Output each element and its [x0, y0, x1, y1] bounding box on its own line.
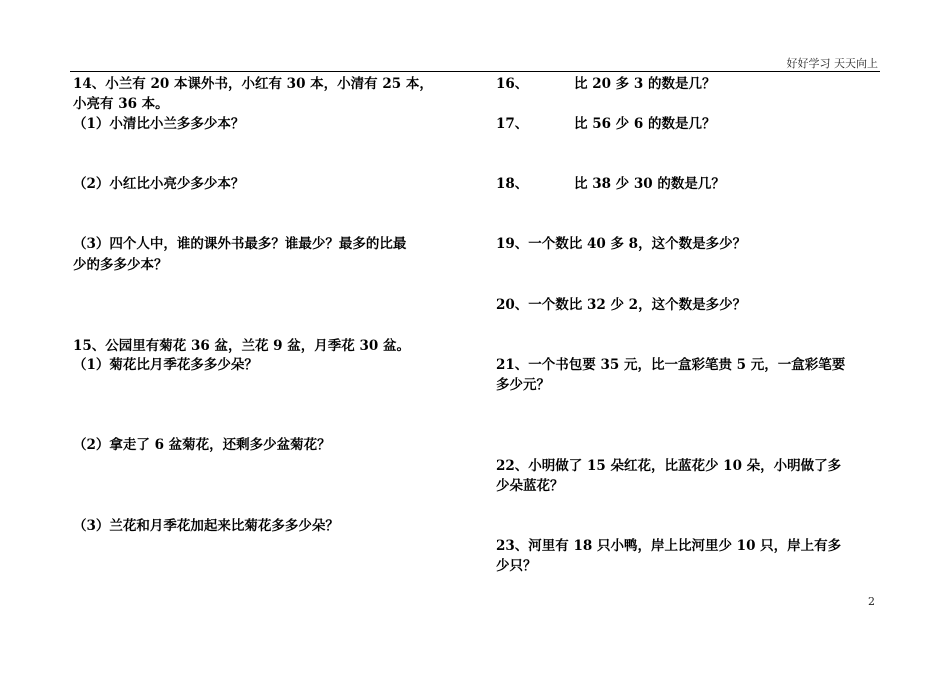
q14-line1: 14、小兰有 20 本课外书，小红有 30 本，小清有 25 本，: [73, 76, 433, 92]
q22-line1: 22、小明做了 15 朵红花，比蓝花少 10 朵，小明做了多: [496, 458, 842, 474]
q19: 19、一个数比 40 多 8，这个数是多少？: [496, 236, 747, 252]
q17-number: 17、: [496, 116, 529, 132]
q14-sub3-line1: （3）四个人中，谁的课外书最多？谁最少？最多的比最: [73, 236, 407, 252]
q23-line2: 少只？: [496, 558, 537, 574]
q14-sub1: （1）小清比小兰多多少本？: [73, 116, 245, 132]
q15-sub1: （1）菊花比月季花多多少朵？: [73, 357, 258, 373]
q16-text: 比 20 多 3 的数是几？: [574, 76, 716, 92]
q18-number: 18、: [496, 176, 529, 192]
q22-line2: 少朵蓝花？: [496, 478, 564, 494]
q15-sub2: （2）拿走了 6 盆菊花，还剩多少盆菊花？: [73, 437, 331, 453]
q23-line1: 23、河里有 18 只小鸭，岸上比河里少 10 只，岸上有多: [496, 538, 842, 554]
q15-sub3: （3）兰花和月季花加起来比菊花多多少朵？: [73, 518, 339, 534]
header-motto: 好好学习 天天向上: [786, 57, 878, 70]
header-divider: [70, 71, 880, 72]
q15-line1: 15、公园里有菊花 36 盆，兰花 9 盆，月季花 30 盆。: [73, 338, 410, 354]
q16-number: 16、: [496, 76, 529, 92]
q16: [496, 75, 715, 93]
q20: 20、一个数比 32 少 2，这个数是多少？: [496, 297, 747, 313]
q18-text: 比 38 少 30 的数是几？: [574, 176, 725, 192]
q21-line2: 多少元？: [496, 377, 550, 393]
q17: [496, 115, 715, 133]
q14-sub2: （2）小红比小亮少多少本？: [73, 176, 245, 192]
q17-text: 比 56 少 6 的数是几？: [574, 116, 716, 132]
q14-sub3-line2: 少的多多少本？: [73, 257, 168, 273]
page-number: 2: [868, 595, 875, 608]
q21-line1: 21、一个书包要 35 元，比一盒彩笔贵 5 元，一盒彩笔要: [496, 357, 846, 373]
q18: [496, 175, 725, 193]
q14-line2: 小亮有 36 本。: [73, 96, 169, 112]
